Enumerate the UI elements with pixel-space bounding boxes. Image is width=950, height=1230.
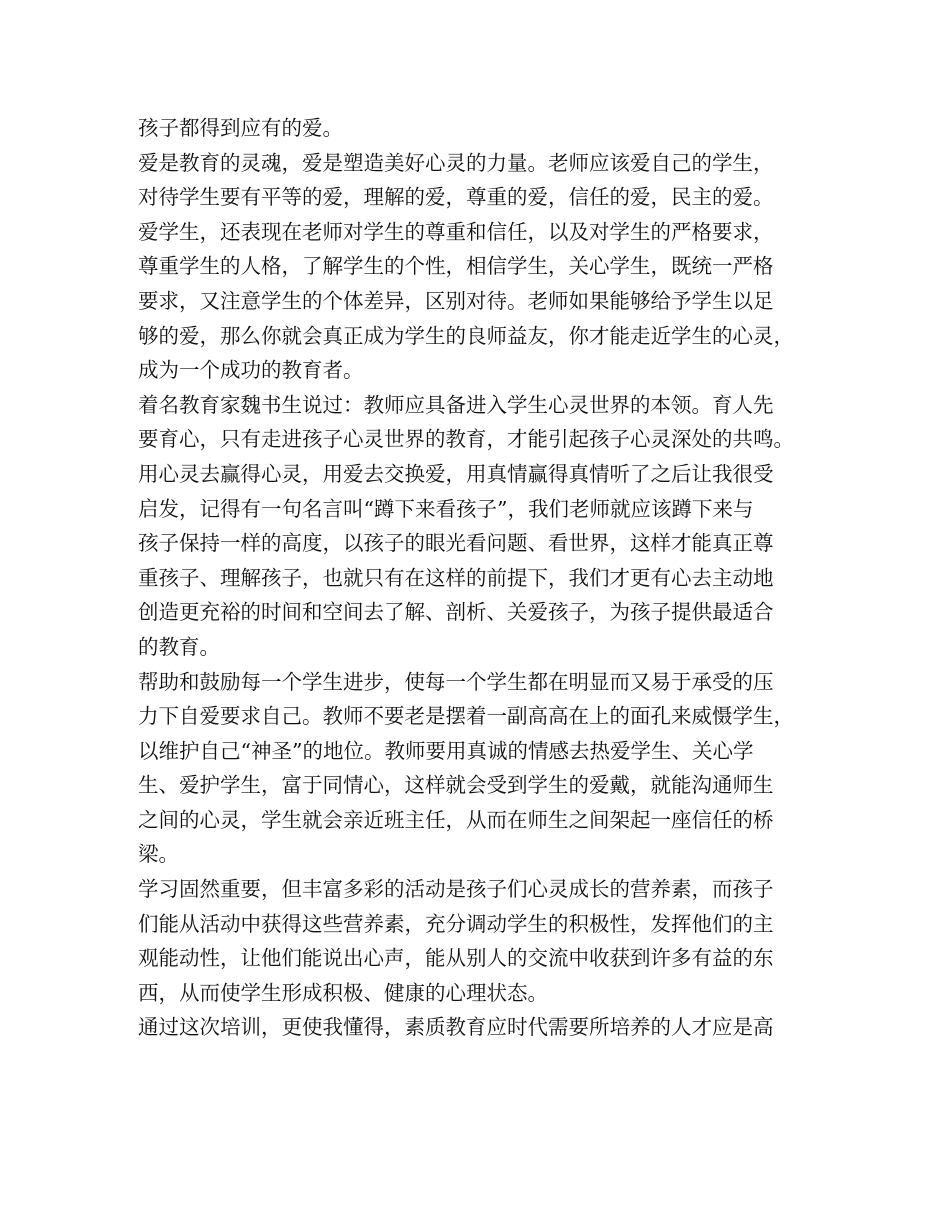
text-line: 以维护自己“神圣”的地位。教师要用真诚的情感去热爱学生、关心学 — [138, 738, 754, 763]
text-line: 们能从活动中获得这些营养素，充分调动学生的积极性，发挥他们的主 — [138, 911, 774, 936]
text-line: 尊重学生的人格，了解学生的个性，相信学生，关心学生，既统一严格 — [138, 254, 774, 279]
text-line: 之间的心灵，学生就会亲近班主任，从而在师生之间架起一座信任的桥 — [138, 807, 774, 832]
text-line: 要求，又注意学生的个体差异，区别对待。老师如果能够给予学生以足 — [138, 288, 774, 313]
text-line: 要育心，只有走进孩子心灵世界的教育，才能引起孩子心灵深处的共鸣。 — [138, 427, 794, 452]
text-line: 梁。 — [138, 842, 179, 867]
text-line: 通过这次培训，更使我懂得，素质教育应时代需要所培养的人才应是高 — [138, 1015, 774, 1040]
text-line: 对待学生要有平等的爱，理解的爱，尊重的爱，信任的爱，民主的爱。 — [138, 185, 774, 210]
text-line: 用心灵去赢得心灵，用爱去交换爱，用真情赢得真情听了之后让我很受 — [138, 461, 774, 486]
text-line: 的教育。 — [138, 634, 220, 659]
text-line: 孩子都得到应有的爱。 — [138, 116, 343, 140]
text-line: 重孩子、理解孩子，也就只有在这样的前提下，我们才更有心去主动地 — [138, 565, 774, 590]
text-line: 爱是教育的灵魂，爱是塑造美好心灵的力量。老师应该爱自己的学生， — [138, 150, 774, 175]
text-line: 力下自爱要求自己。教师不要老是摆着一副高高在上的面孔来威慑学生， — [138, 704, 794, 729]
text-line: 够的爱，那么你就会真正成为学生的良师益友，你才能走近学生的心灵， — [138, 323, 794, 348]
text-line: 西，从而使学生形成积极、健康的心理状态。 — [138, 980, 548, 1005]
body-text — [138, 111, 838, 1045]
text-line: 爱学生，还表现在老师对学生的尊重和信任，以及对学生的严格要求， — [138, 219, 774, 244]
text-line: 帮助和鼓励每一个学生进步，使每一个学生都在明显而又易于承受的压 — [138, 669, 774, 694]
text-line: 观能动性，让他们能说出心声，能从别人的交流中收获到许多有益的东 — [138, 946, 774, 971]
text-line: 生、爱护学生，富于同情心，这样就会受到学生的爱戴，就能沟通师生 — [138, 773, 774, 798]
text-line: 着名教育家魏书生说过：教师应具备进入学生心灵世界的本领。育人先 — [138, 392, 774, 417]
text-line: 学习固然重要，但丰富多彩的活动是孩子们心灵成长的营养素，而孩子 — [138, 877, 774, 902]
text-line: 启发，记得有一句名言叫“蹲下来看孩子”，我们老师就应该蹲下来与 — [138, 496, 754, 521]
text-line: 孩子保持一样的高度，以孩子的眼光看问题、看世界，这样才能真正尊 — [138, 531, 774, 556]
text-line: 成为一个成功的教育者。 — [138, 358, 364, 383]
text-line: 创造更充裕的时间和空间去了解、剖析、关爱孩子，为孩子提供最适合 — [138, 600, 774, 625]
